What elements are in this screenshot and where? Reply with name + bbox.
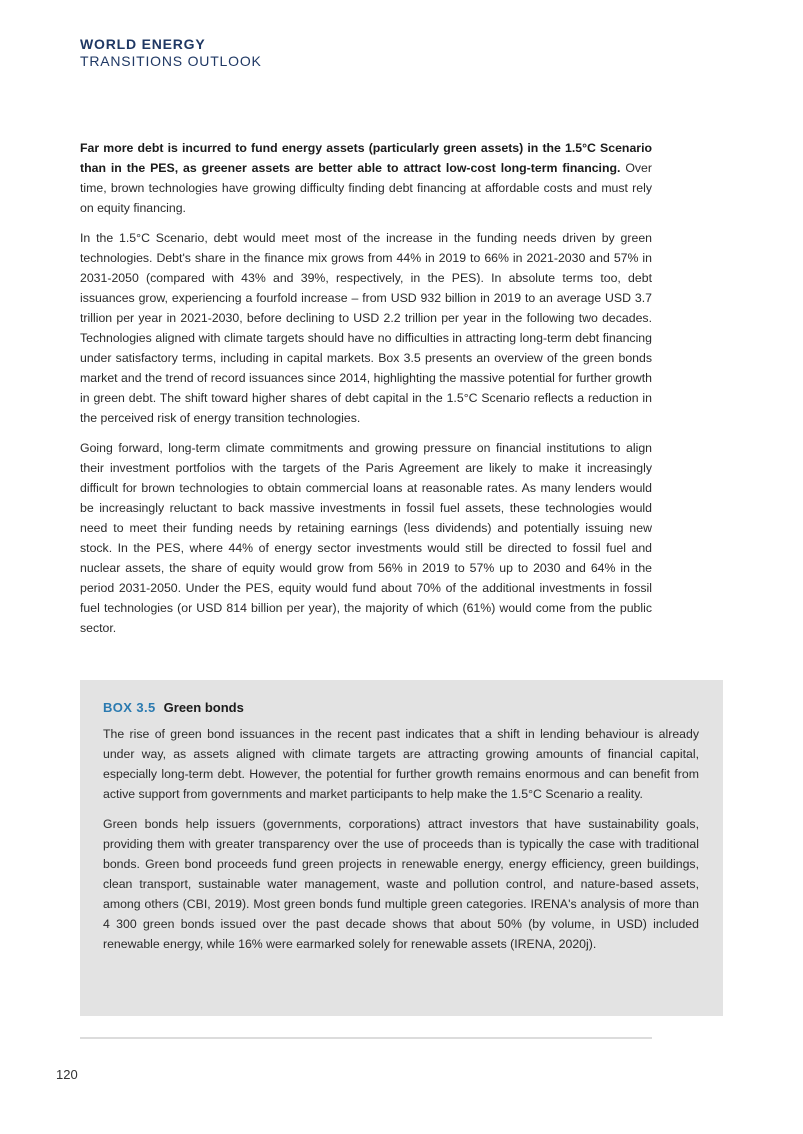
box-heading bbox=[103, 698, 699, 718]
report-header bbox=[80, 36, 262, 70]
paragraph-3: Going forward, long-term climate commitments and growing pressure on financial institutions to align their investment portfolios with the targets of the Paris Agreement are likely to make it increasingly difficult for brown technologies to obtain commercial loans at reasonable rates. As many lenders would be increasingly reluctant to back massive investments in fossil fuel assets, these technologies would need to meet their funding needs by retaining earnings (less dividends) and potentially issuing new stock. In the PES, where 44% of energy sector investments would still be directed to fossil fuel and nuclear assets, the share of equity would grow from 56% in 2019 to 57% up to 2030 and 64% in the period 2031-2050. Under the PES, equity would fund about 70% of the additional investments in fossil fuel technologies (or USD 814 billion per year), the majority of which (61%) would come from the public sector. bbox=[80, 441, 652, 635]
green-bonds-box bbox=[80, 680, 723, 1016]
page-number: 120 bbox=[56, 1067, 78, 1082]
report-title-line2: TRANSITIONS OUTLOOK bbox=[80, 53, 262, 69]
box-number: BOX 3.5 bbox=[103, 700, 156, 715]
paragraph-2: In the 1.5°C Scenario, debt would meet most of the increase in the funding needs driven by green technologies. Debt's share in the finance mix grows from 44% in 2019 to 66% in 2021-2030 and 57% in 2031-2050 (compared with 43% and 39%, respectively, in the PES). In absolute terms too, debt issuances grow, experiencing a fourfold increase – from USD 932 billion in 2019 to an average USD 3.7 trillion per year in 2021-2030, before declining to USD 2.2 trillion per year in the following two decades. Technologies aligned with climate targets should have no difficulties in attracting long-term debt financing under satisfactory terms, including in capital markets. Box 3.5 presents an overview of the green bonds market and the trend of record issuances since 2014, highlighting the massive potential for further growth in green debt. The shift toward higher shares of debt capital in the 1.5°C Scenario reflects a reduction in the perceived risk of energy transition technologies. bbox=[80, 231, 652, 425]
box-paragraph-1: The rise of green bond issuances in the recent past indicates that a shift in lending behaviour is already under way, as assets aligned with climate targets are attracting growing amounts of financial capital, especially long-term debt. However, the potential for further growth remains enormous and can benefit from active support from governments and market participants to help make the 1.5°C Scenario a reality. bbox=[103, 727, 699, 801]
paragraph-1-lead: Far more debt is incurred to fund energy assets (particularly green assets) in the 1.5°C Scenario than in the PES, as greener assets are better able to attract low-cost long-term financing. bbox=[80, 141, 652, 175]
report-title-line1: WORLD ENERGY bbox=[80, 36, 206, 52]
main-body bbox=[80, 138, 652, 648]
footer-divider bbox=[80, 1037, 652, 1039]
paragraph-1-text: Over time, brown technologies have growing difficulty finding debt financing at affordable costs and must rely on equity financing. bbox=[80, 161, 652, 215]
paragraph-1 bbox=[80, 138, 652, 218]
box-title: Green bonds bbox=[163, 700, 244, 715]
box-paragraph-2: Green bonds help issuers (governments, corporations) attract investors that have sustainability goals, providing them with greater transparency over the use of proceeds than is typically the case with traditional bonds. Green bond proceeds fund green projects in renewable energy, energy efficiency, green buildings, clean transport, sustainable water management, waste and pollution control, and nature-based assets, among others (CBI, 2019). Most green bonds fund multiple green categories. IRENA's analysis of more than 4 300 green bonds issued over the past decade shows that about 50% (by volume, in USD) included renewable energy, while 16% were earmarked solely for renewable assets (IRENA, 2020j). bbox=[103, 817, 699, 951]
